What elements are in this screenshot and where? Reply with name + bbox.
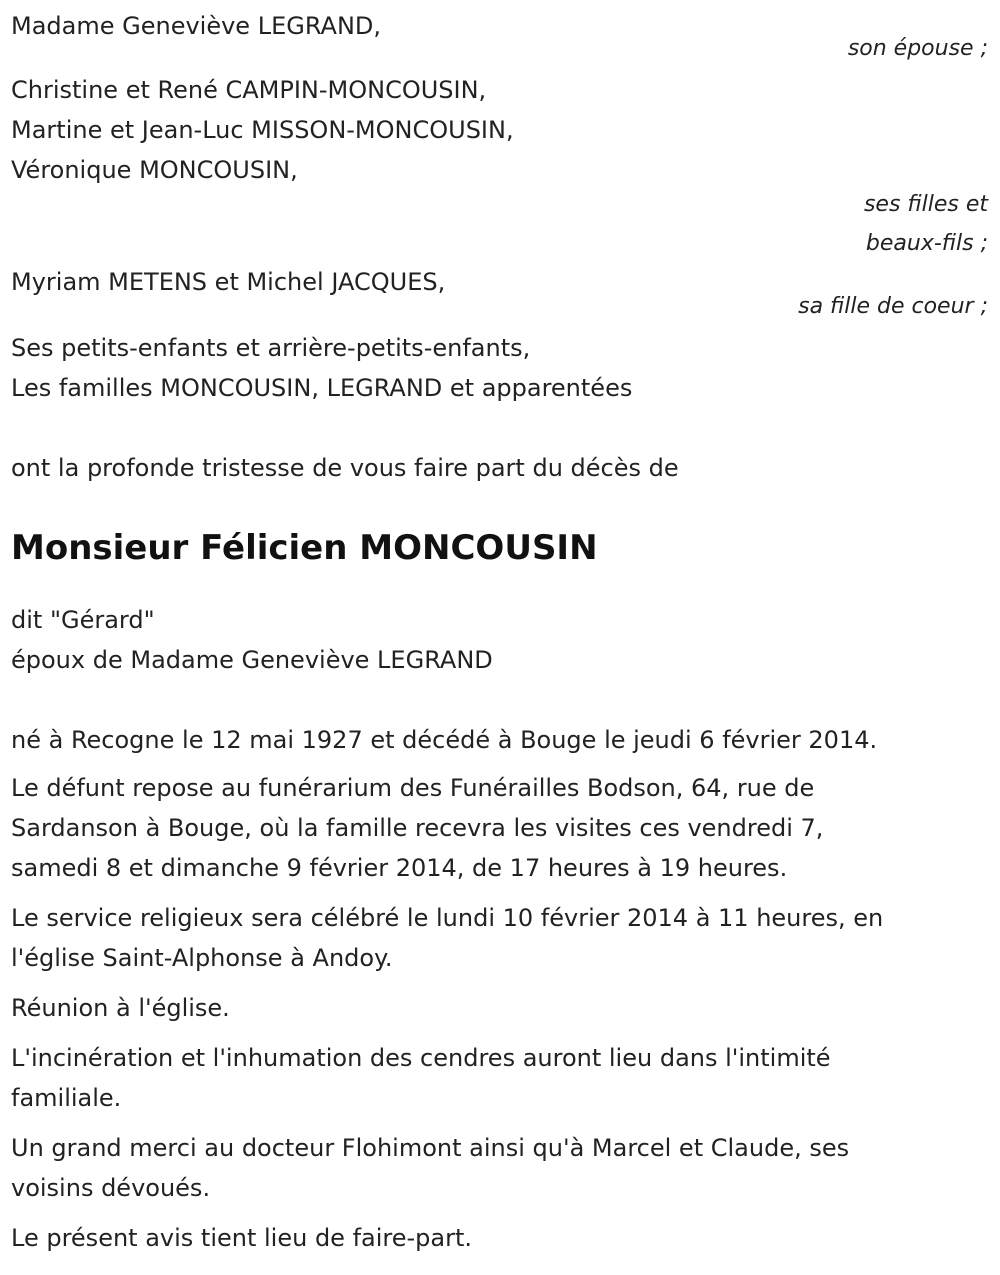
meeting-text: Réunion à l'église. [11,994,230,1022]
cremation-line-1: L'incinération et l'inhumation des cendres auront lieu dans l'intimité [11,1044,831,1072]
announcement-text: ont la profonde tristesse de vous faire part du décès de [11,454,679,482]
deceased-nickname: dit "Gérard" [11,606,155,634]
closing-text: Le présent avis tient lieu de faire-part. [11,1224,473,1252]
rest-line-1: Le défunt repose au funérarium des Funérailles Bodson, 64, rue de [11,774,815,802]
daughters-block [11,70,991,264]
spouse-role: son épouse ; [847,36,988,61]
daughter-name-2: Martine et Jean-Luc MISSON-MONCOUSIN, [11,116,514,144]
deceased-spouse-of: époux de Madame Geneviève LEGRAND [11,646,493,674]
spouse-name: Madame Geneviève LEGRAND, [11,12,382,40]
daughters-role-line2: beaux-fils ; [865,231,988,256]
thanks-line-1: Un grand merci au docteur Flohimont ainsi qu'à Marcel et Claude, ses [11,1134,850,1162]
daughters-role-line1: ses filles et [863,192,988,217]
daughter-name-3: Véronique MONCOUSIN, [11,156,298,184]
heart-daughter-name: Myriam METENS et Michel JACQUES, [11,268,446,296]
daughter-name-1: Christine et René CAMPIN-MONCOUSIN, [11,76,487,104]
grandchildren-line: Ses petits-enfants et arrière-petits-enfants, [11,334,531,362]
spouse-block [11,8,991,64]
heart-daughter-block [11,264,991,322]
service-line-1: Le service religieux sera célébré le lundi 10 février 2014 à 11 heures, en [11,904,884,932]
other-relatives-block [11,328,991,408]
thanks-line-2: voisins dévoués. [11,1174,211,1202]
heart-daughter-role: sa fille de coeur ; [798,294,988,319]
birth-death-text: né à Recogne le 12 mai 1927 et décédé à Bouge le jeudi 6 février 2014. [11,726,878,754]
death-notice [11,8,991,1258]
families-line: Les familles MONCOUSIN, LEGRAND et apparentées [11,374,633,402]
rest-line-3: samedi 8 et dimanche 9 février 2014, de 17 heures à 19 heures. [11,854,788,882]
service-line-2: l'église Saint-Alphonse à Andoy. [11,944,393,972]
cremation-line-2: familiale. [11,1084,122,1112]
deceased-name: Monsieur Félicien MONCOUSIN [11,528,598,568]
rest-line-2: Sardanson à Bouge, où la famille recevra les visites ces vendredi 7, [11,814,824,842]
